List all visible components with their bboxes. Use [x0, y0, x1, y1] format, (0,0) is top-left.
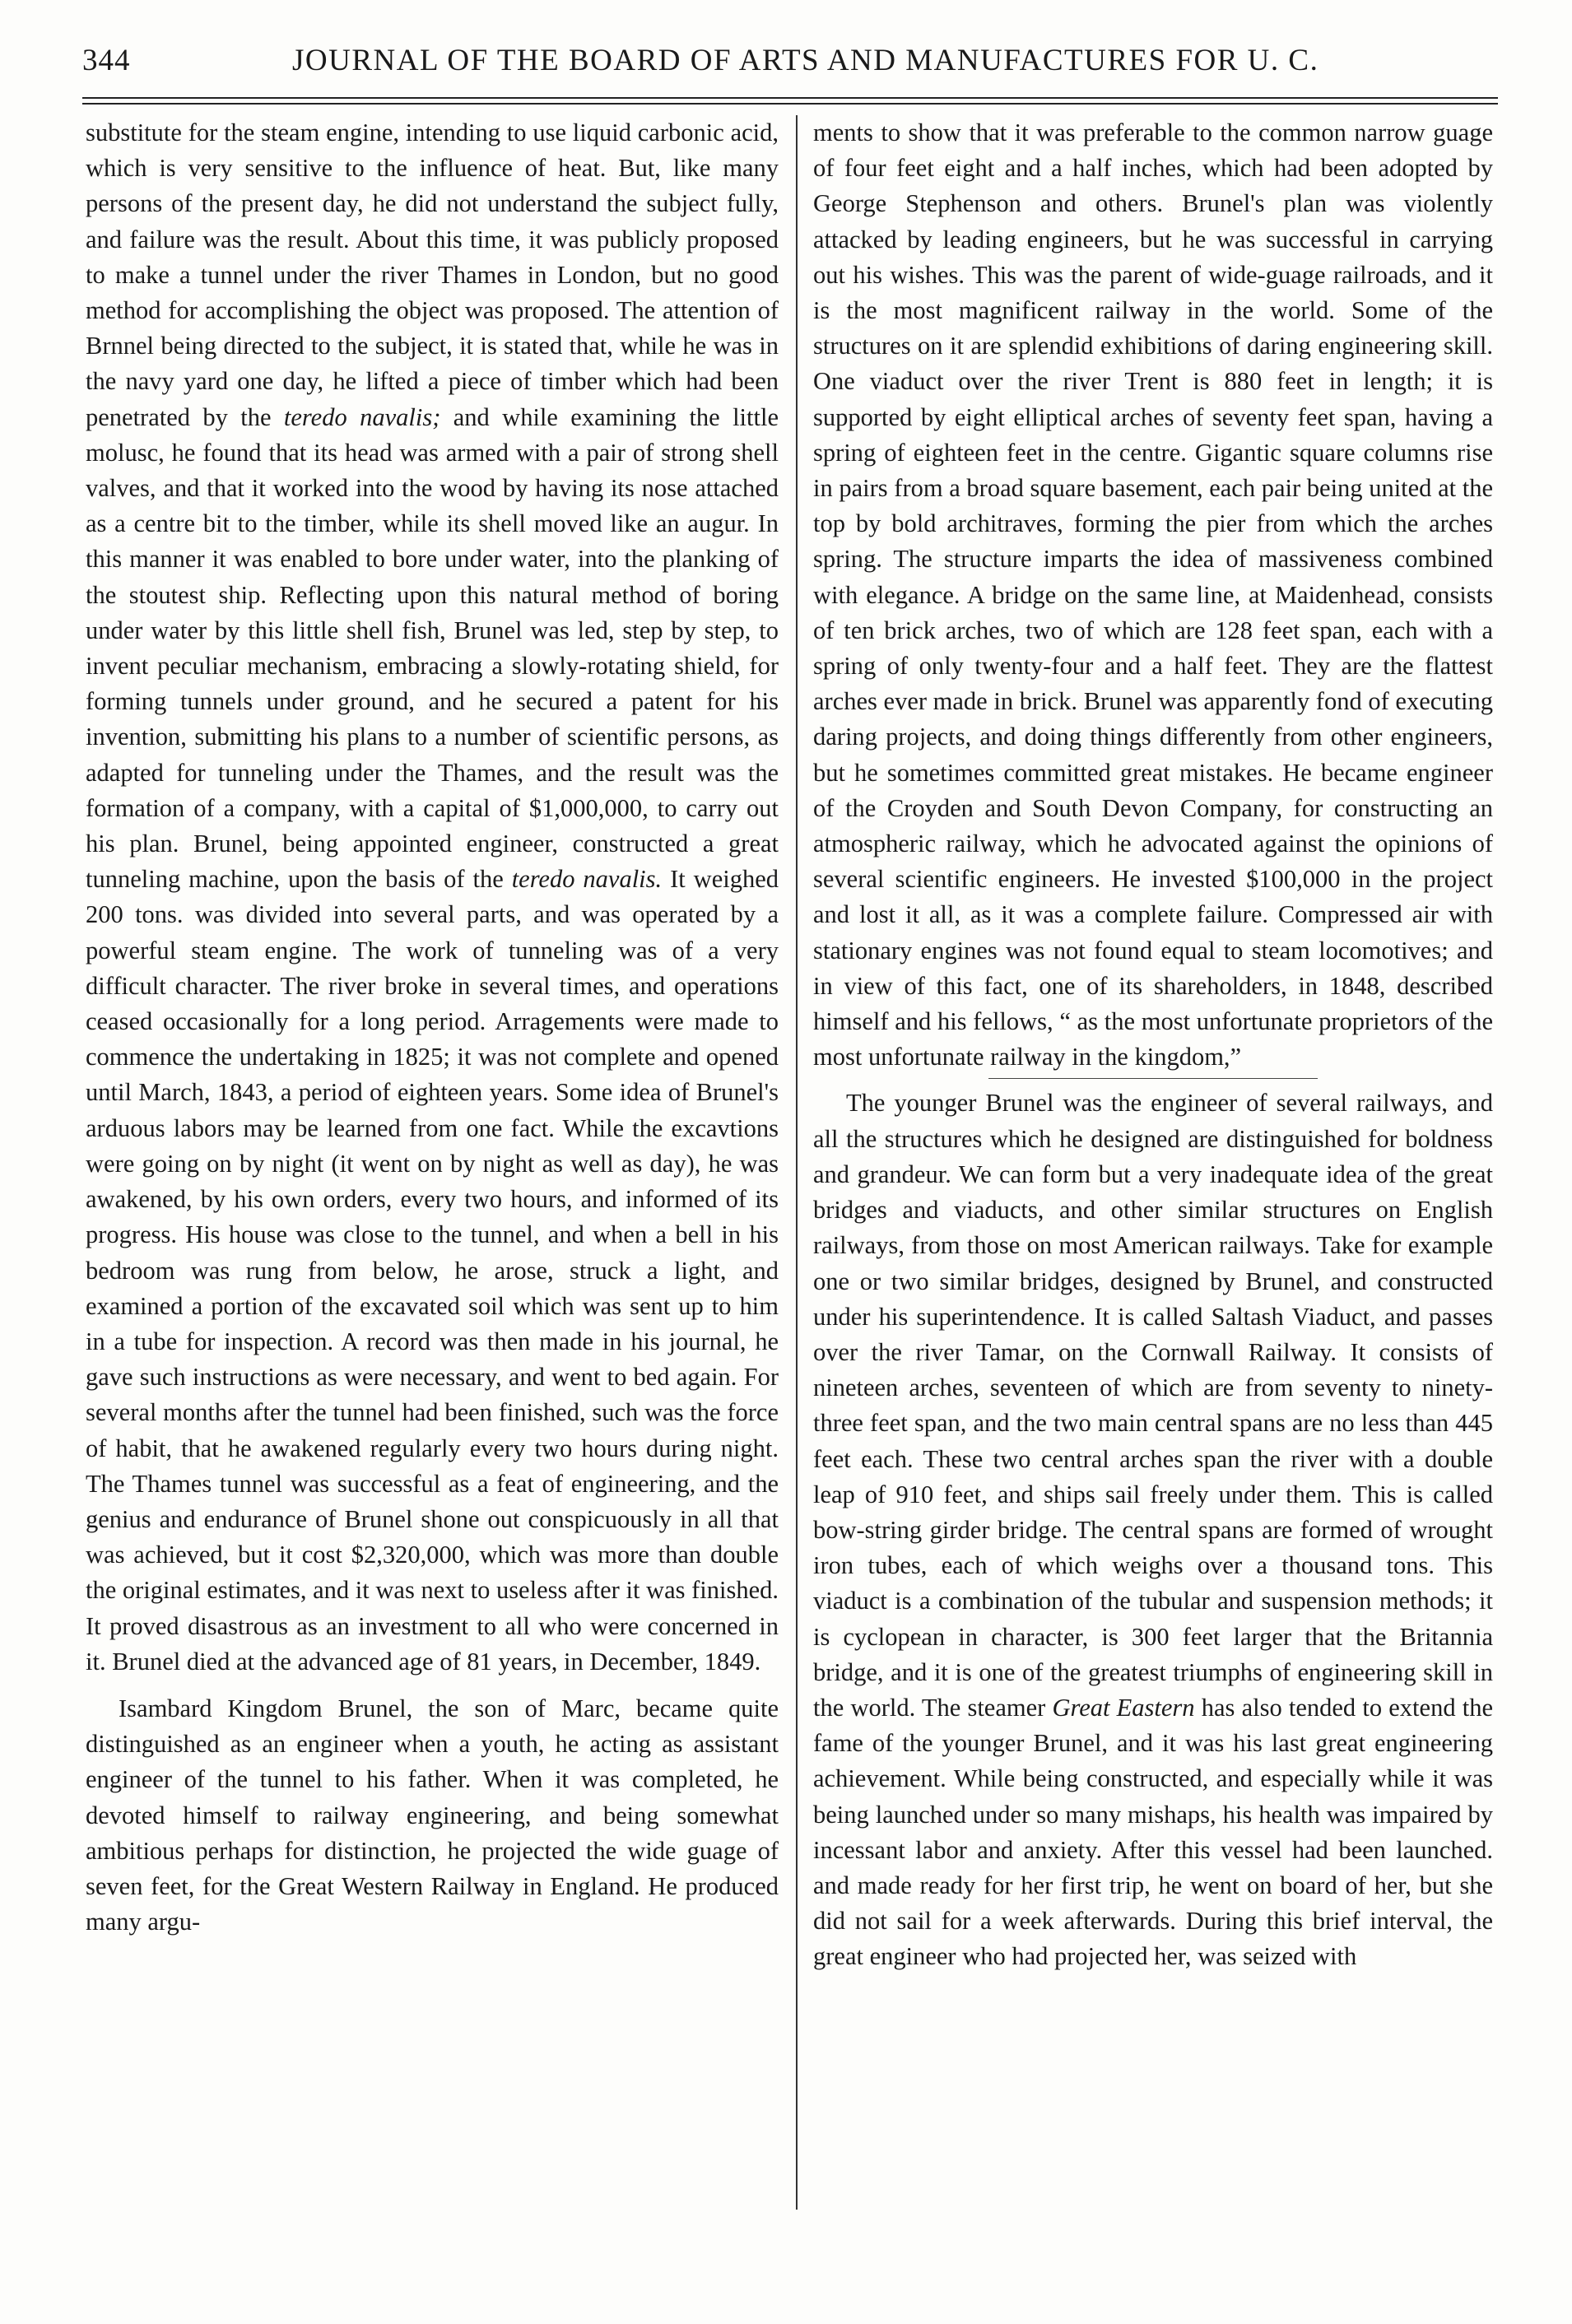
- text-run: ments to show that it was preferable to the common narrow guage of four feet eight and a half inches, which had been adopted by George Stephenson and others. Brunel's plan was violently attacked by leading engineers, but he was successful in carrying out his wishes. This was the parent of wide-guage railroads, and it is the most magnificent railway in the world. Some of the structures on it are splendid exhibitions of daring engineering skill. One viaduct over the river Trent is 880 feet in length; it is supported by eight elliptical arches of seventy feet span, having a spring of eighteen feet in the centre. Gigantic square columns rise in pairs from a broad square basement, each pair being united at the top by bold architraves, forming the pier from which the arches spring. The structure imparts the idea of massiveness combined with elegance. A bridge on the same line, at Maidenhead, consists of ten brick arches, two of which are 128 feet span, each with a spring of only twenty-four and a half feet. They are the flattest arches ever made in brick. Brunel was apparently fond of executing daring projects, and doing things differently from other engineers, but he sometimes committed great mistakes. He became engineer of the Croyden and South Devon Company, for constructing an atmospheric railway, which he advocated against the opinions of several scientific engineers. He invested $100,000 in the project and lost it all, as it was a complete failure. Compressed air with stationary engines was not found equal to steam locomotives; and in view of this fact, one of its shareholders, in 1848, described himself and his fellows, “ as the most unfortunate proprietors of the most unfortunate railway in the kingdom,”: [813, 119, 1493, 1071]
- italic-term: teredo navalis;: [283, 402, 441, 431]
- left-paragraph-1: [86, 115, 779, 1680]
- text-run: has also tended to extend the fame of the younger Brunel, and it was his last great engineering achievement. While being constructed, and especially while it was being launched under so many mishaps, his health was impaired by incessant labor and anxiety. After this vessel had been launched. and made ready for her first trip, he went on board of her, but she did not sail for a week afterwards. During this brief interval, the great engineer who had projected her, was seized with: [813, 1693, 1493, 1971]
- text-run: The younger Brunel was the engineer of several railways, and all the structures which he designed are distinguished for boldness and grandeur. We can form but a very inadequate idea of the great bridges and viaducts, and other similar structures on English railways, from those on most American railways. Take for example one or two similar bridges, designed by Brunel, and constructed under his superintendence. It is called Saltash Viaduct, and passes over the river Tamar, on the Cornwall Railway. It consists of nineteen arches, seventeen of which are from seventy to ninety-three feet span, and the two main central spans are no less than 445 feet each. These two central arches span the river with a double leap of 910 feet, and ships sail freely under them. This is called bow-string girder bridge. The central spans are formed of wrought iron tubes, each of which weighs over a thousand tons. This viaduct is a combination of the tubular and suspension methods; it is cyclopean in character, is 300 feet larger that the Britannia bridge, and it is one of the greatest triumphs of engineering skill in the world. The steamer: [813, 1089, 1493, 1722]
- right-paragraph-2: [813, 1085, 1493, 1974]
- text-run: and while examining the little molusc, he found that its head was armed with a pair of strong shell valves, and that it worked into the wood by having its nose attached as a centre bit to the timber, while its shell moved like an augur. In this manner it was enabled to bore under water, into the planking of the stoutest ship. Reflecting upon this natural method of boring under water by this little shell fish, Brunel was led, step by step, to invent peculiar mechanism, embracing a slowly-rotating shield, for forming tunnels under ground, and he secured a patent for his invention, submitting his plans to a number of scientific persons, as adapted for tunneling under the Thames, and the result was the formation of a company, with a capital of $1,000,000, to carry out his plan. Brunel, being appointed engineer, constructed a great tunneling machine, upon the basis of the: [86, 402, 779, 894]
- page-header: [82, 43, 1498, 92]
- italic-ship-name: Great Eastern: [1052, 1693, 1195, 1722]
- left-column: [86, 115, 779, 2222]
- right-paragraph-1: [813, 115, 1493, 1075]
- column-divider: [796, 115, 798, 2210]
- header-double-rule: [82, 97, 1498, 105]
- left-paragraph-2: [86, 1691, 779, 1940]
- italic-term: teredo navalis.: [511, 865, 663, 894]
- page-number: 344: [82, 44, 131, 77]
- running-head: JOURNAL OF THE BOARD OF ARTS AND MANUFACTURES FOR U. C.: [292, 44, 1319, 77]
- section-rule: [988, 1078, 1318, 1079]
- text-run: Isambard Kingdom Brunel, the son of Marc, became quite distinguished as an engineer when a youth, he acting as assistant engineer of the tunnel to his father. When it was completed, he devoted himself to railway engineering, and being somewhat ambitious perhaps for distinction, he projected the wide guage of seven feet, for the Great Western Railway in England. He produced many argu-: [86, 1694, 779, 1936]
- text-run: substitute for the steam engine, intending to use liquid carbonic acid, which is very sensitive to the influence of heat. But, like many persons of the present day, he did not understand the subject fully, and failure was the result. About this time, it was publicly proposed to make a tunnel under the river Thames in London, but no good method for accomplishing the object was proposed. The attention of Brnnel being directed to the subject, it is stated that, while he was in the navy yard one day, he lifted a piece of timber which had been penetrated by the: [86, 119, 779, 431]
- right-column: [813, 115, 1493, 2222]
- text-run: It weighed 200 tons. was divided into several parts, and was operated by a powerful steam engine. The work of tunneling was of a very difficult character. The river broke in several times, and operations ceased occasionally for a long period. Arragements were made to commence the undertaking in 1825; it was not complete and opened until March, 1843, a period of eighteen years. Some idea of Brunel's arduous labors may be learned from one fact. While the excavtions were going on by night (it went on by night as well as day), he was awakened, by his own orders, every two hours, and informed of its progress. His house was close to the tunnel, and when a bell in his bedroom was rung from below, he arose, struck a light, and examined a portion of the excavated soil which was sent up to him in a tube for inspection. A record was then made in his journal, he gave such instructions as were necessary, and went to bed again. For several months after the tunnel had been finished, such was the force of habit, that he awakened regularly every two hours during night. The Thames tunnel was successful as a feat of engineering, and the genius and endurance of Brunel shone out conspicuously in all that was achieved, but it cost $2,320,000, which was more than double the original estimates, and it was next to useless after it was finished. It proved disastrous as an investment to all who were concerned in it. Brunel died at the advanced age of 81 years, in December, 1849.: [86, 865, 779, 1676]
